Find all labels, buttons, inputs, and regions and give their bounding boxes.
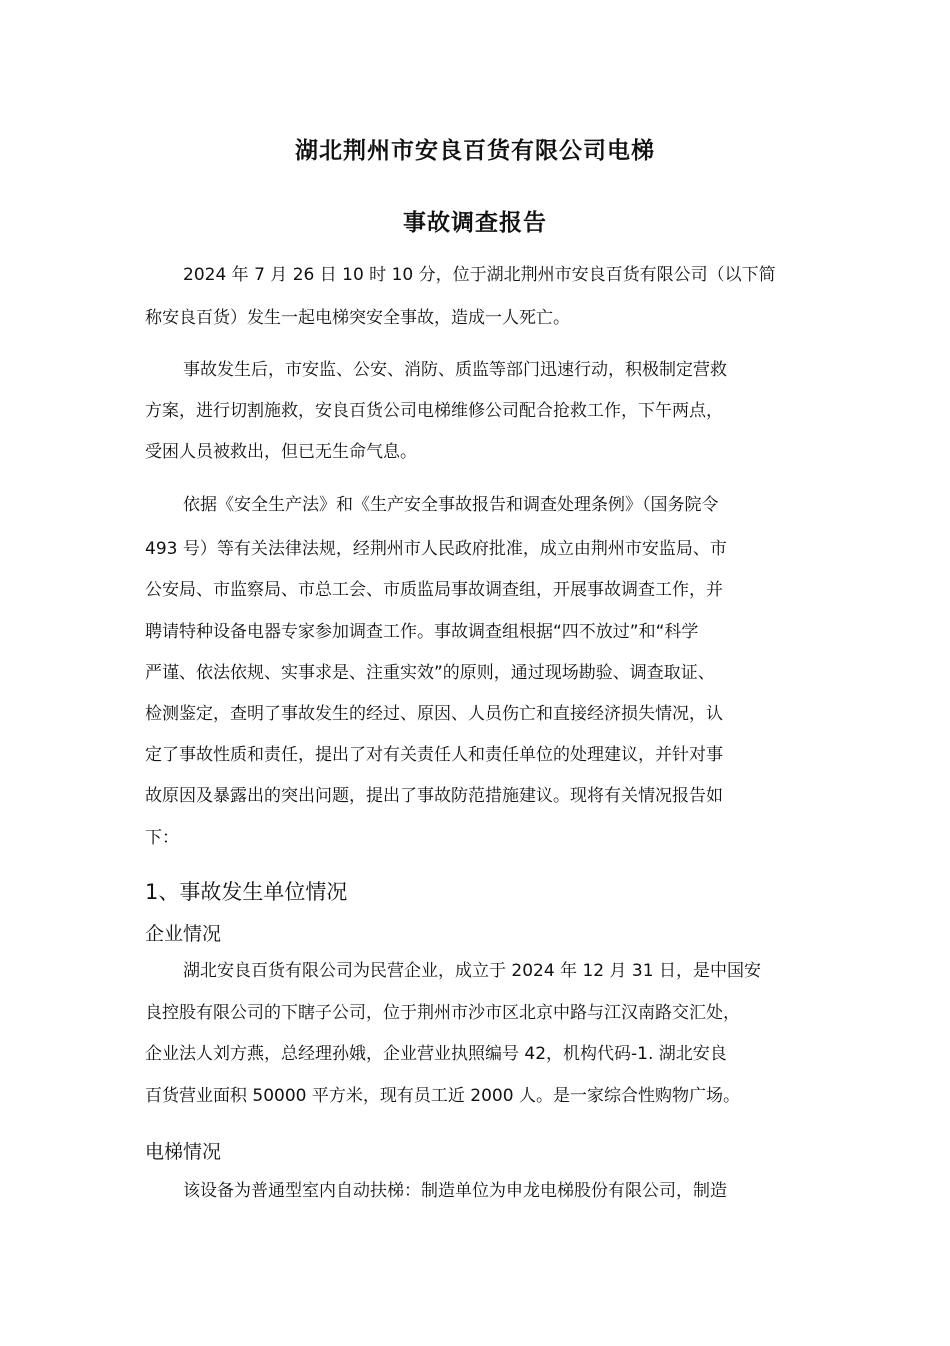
paragraph-line: 故原因及暴露出的突出问题，提出了事故防范措施建议。现将有关情况报告如 xyxy=(145,786,723,806)
paragraph-line: 称安良百货）发生一起电梯突安全事故，造成一人死亡。 xyxy=(145,308,570,328)
paragraph-line: 方案，进行切割施救，安良百货公司电梯维修公司配合抢救工作，下午两点， xyxy=(145,401,723,421)
paragraph-line: 企业法人刘方燕，总经理孙娥，企业营业执照编号 42，机构代码-1. 湖北安良 xyxy=(145,1044,727,1064)
paragraph-line: 依据《安全生产法》和《生产安全事故报告和调查处理条例》（国务院令 xyxy=(183,495,719,515)
section-heading: 1、事故发生单位情况 xyxy=(145,880,348,904)
paragraph-line: 良控股有限公司的下瞎子公司，位于荆州市沙市区北京中路与江汉南路交汇处， xyxy=(145,1003,740,1023)
subsection-heading-enterprise: 企业情况 xyxy=(145,923,222,945)
paragraph-line: 严谨、依法依规、实事求是、注重实效”的原则，通过现场勘验、调查取证、 xyxy=(145,663,715,683)
paragraph-line: 定了事故性质和责任，提出了对有关责任人和责任单位的处理建议，并针对事 xyxy=(145,745,723,765)
report-title-line-1: 湖北荆州市安良百货有限公司电梯 xyxy=(295,138,655,164)
paragraph-line: 受困人员被救出，但已无生命气息。 xyxy=(145,442,417,462)
paragraph-line: 公安局、市监察局、市总工会、市质监局事故调查组，开展事故调查工作，并 xyxy=(145,580,723,600)
paragraph-line: 聘请特种设备电器专家参加调查工作。事故调查组根据“四不放过”和“科学 xyxy=(145,622,699,642)
paragraph-line: 百货营业面积 50000 平方米，现有员工近 2000 人。是一家综合性购物广场。 xyxy=(145,1086,740,1106)
paragraph-line: 该设备为普通型室内自动扶梯：制造单位为申龙电梯股份有限公司，制造 xyxy=(183,1181,727,1201)
paragraph-line: 下： xyxy=(145,828,179,848)
subsection-heading-elevator: 电梯情况 xyxy=(145,1141,222,1163)
paragraph-line: 事故发生后，市安监、公安、消防、质监等部门迅速行动，积极制定营救 xyxy=(183,360,727,380)
paragraph-line: 493 号）等有关法律法规，经荆州市人民政府批准，成立由荆州市安监局、市 xyxy=(145,539,727,559)
paragraph-line: 2024 年 7 月 26 日 10 时 10 分，位于湖北荆州市安良百货有限公司（以下简 xyxy=(183,265,776,285)
paragraph-line: 湖北安良百货有限公司为民营企业，成立于 2024 年 12 月 31 日，是中国安 xyxy=(183,961,761,981)
paragraph-line: 检测鉴定，查明了事故发生的经过、原因、人员伤亡和直接经济损失情况，认 xyxy=(145,704,723,724)
report-title-line-2: 事故调查报告 xyxy=(403,210,547,236)
